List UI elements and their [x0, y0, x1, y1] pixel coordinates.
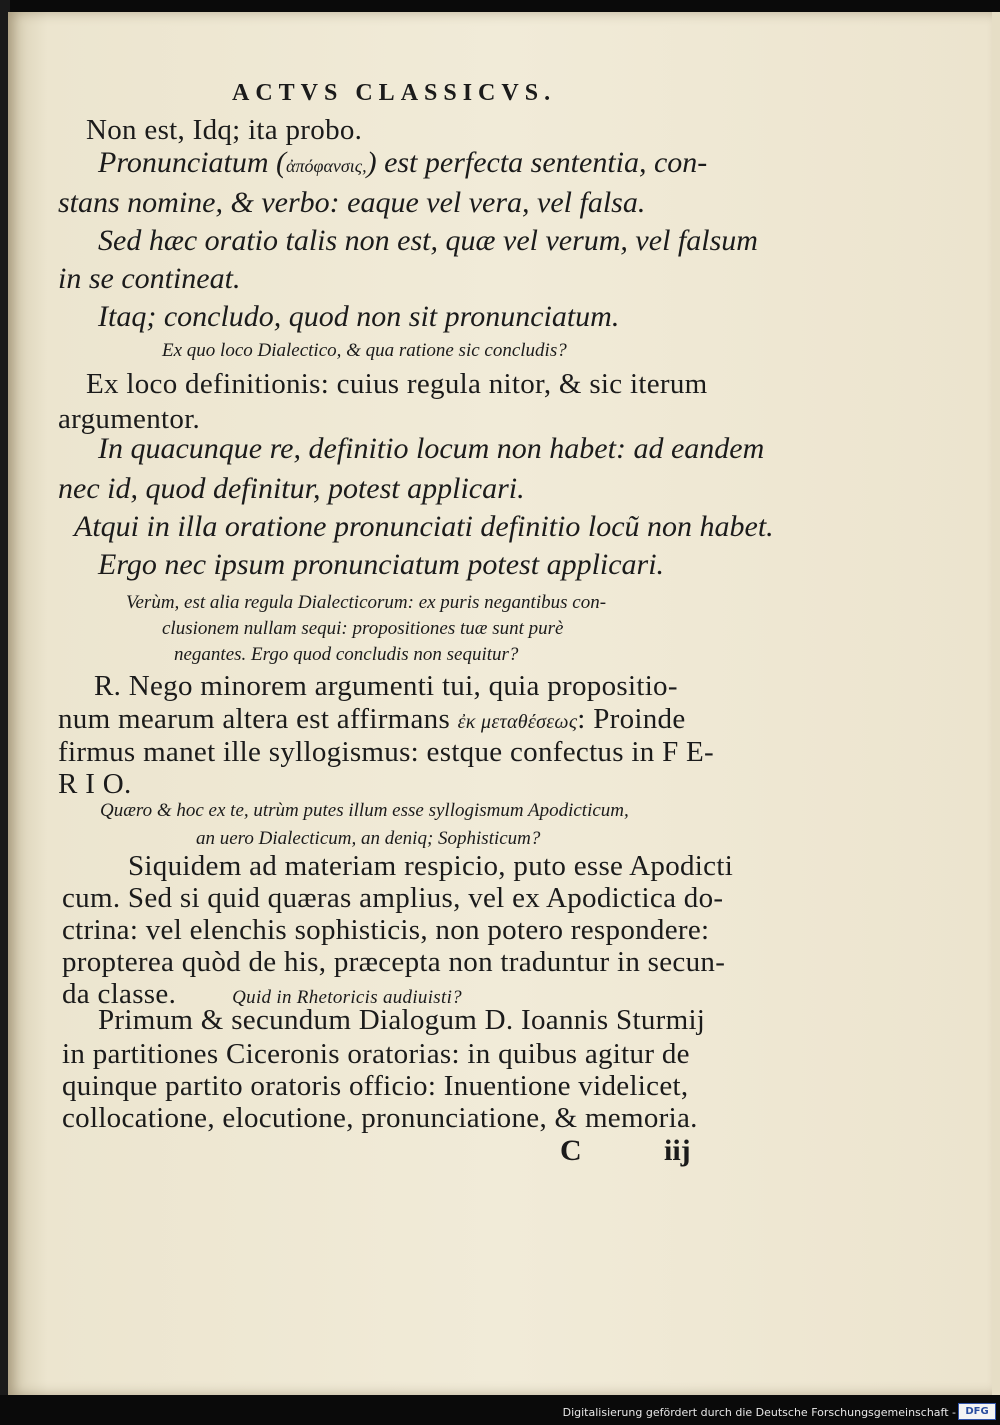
- text-line-20: R I O.: [58, 768, 132, 800]
- signature-mark: C: [560, 1134, 582, 1167]
- text-line-9: argumentor.: [58, 403, 201, 435]
- page-edge: [992, 12, 1000, 1395]
- line-18-end: : Proinde: [577, 703, 686, 735]
- text-line-25: ctrina: vel elenchis sophisticis, non potero respondere:: [62, 914, 710, 946]
- line-2-end: ) est perfecta sententia, con-: [366, 146, 708, 179]
- question-line-4: Quid in Rhetoricis audiuisti?: [232, 987, 462, 1008]
- text-line-19: firmus manet ille syllogismus: estque confectus in F E-: [58, 736, 715, 768]
- text-line-6: Itaq; concludo, quod non sit pronunciatum.: [98, 300, 620, 333]
- question-line-2b: clusionem nullam sequi: propositiones tuæ sunt purè: [162, 618, 564, 639]
- question-line-2a: Verùm, est alia regula Dialecticorum: ex puris negantibus con-: [126, 592, 607, 613]
- greek-word: ἀπόφανσις,: [286, 156, 367, 176]
- text-line-28: Primum & secundum Dialogum D. Ioannis Sturmij: [98, 1004, 706, 1036]
- text-line-13: Ergo nec ipsum pronunciatum potest applicari.: [98, 548, 665, 581]
- question-line-3a: Quæro & hoc ex te, utrùm putes illum esse syllogismum Apodicticum,: [100, 800, 629, 821]
- footer-bar: [0, 1395, 1000, 1425]
- footer-credit: Digitalisierung gefördert durch die Deutsche Forschungsgemeinschaft -: [562, 1406, 956, 1419]
- text-line-26: propterea quòd de his, præcepta non traduntur in secun-: [62, 946, 726, 978]
- line-27-start: da classe.: [62, 978, 177, 1010]
- text-line-8: Ex loco definitionis: cuius regula nitor, & sic iterum: [86, 368, 708, 400]
- text-line-3: stans nomine, & verbo: eaque vel vera, vel falsa.: [58, 186, 646, 219]
- question-line-1: Ex quo loco Dialectico, & qua ratione sic concludis?: [162, 340, 567, 361]
- text-line-5: in se contineat.: [58, 262, 241, 295]
- text-line-10: In quacunque re, definitio locum non habet: ad eandem: [98, 432, 765, 465]
- greek-phrase: ἐκ μεταθέσεως: [457, 711, 578, 733]
- text-line-11: nec id, quod definitur, potest applicari.: [58, 472, 525, 505]
- question-line-3b: an uero Dialecticum, an deniq; Sophisticum?: [196, 828, 541, 849]
- text-line-1: Non est, Idq; ita probo.: [86, 114, 363, 146]
- line-18-start: num mearum altera est affirmans: [58, 703, 458, 735]
- text-line-23: Siquidem ad materiam respicio, puto esse Apodicti: [128, 850, 734, 882]
- text-line-24: cum. Sed si quid quæras amplius, vel ex Apodictica do-: [62, 882, 724, 914]
- question-line-2c: negantes. Ergo quod concludis non sequitur?: [174, 644, 519, 665]
- text-line-2: [98, 146, 707, 180]
- line-2-start: Pronunciatum (: [98, 146, 287, 179]
- text-line-4: Sed hæc oratio talis non est, quæ vel verum, vel falsum: [98, 224, 758, 257]
- text-line-31: collocatione, elocutione, pronunciatione, & memoria.: [62, 1102, 698, 1134]
- text-line-18: [58, 703, 686, 736]
- running-header: ACTVS CLASSICVS.: [232, 80, 557, 106]
- signature-number: iij: [664, 1134, 691, 1167]
- text-line-29: in partitiones Ciceronis oratorias: in quibus agitur de: [62, 1038, 690, 1070]
- text-line-30: quinque partito oratoris officio: Inuentione videlicet,: [62, 1070, 689, 1102]
- text-line-17: R. Nego minorem argumenti tui, quia propositio-: [94, 670, 678, 702]
- dfg-logo: DFG: [958, 1403, 996, 1420]
- text-line-12: Atqui in illa oratione pronunciati definitio locũ non habet.: [74, 510, 774, 543]
